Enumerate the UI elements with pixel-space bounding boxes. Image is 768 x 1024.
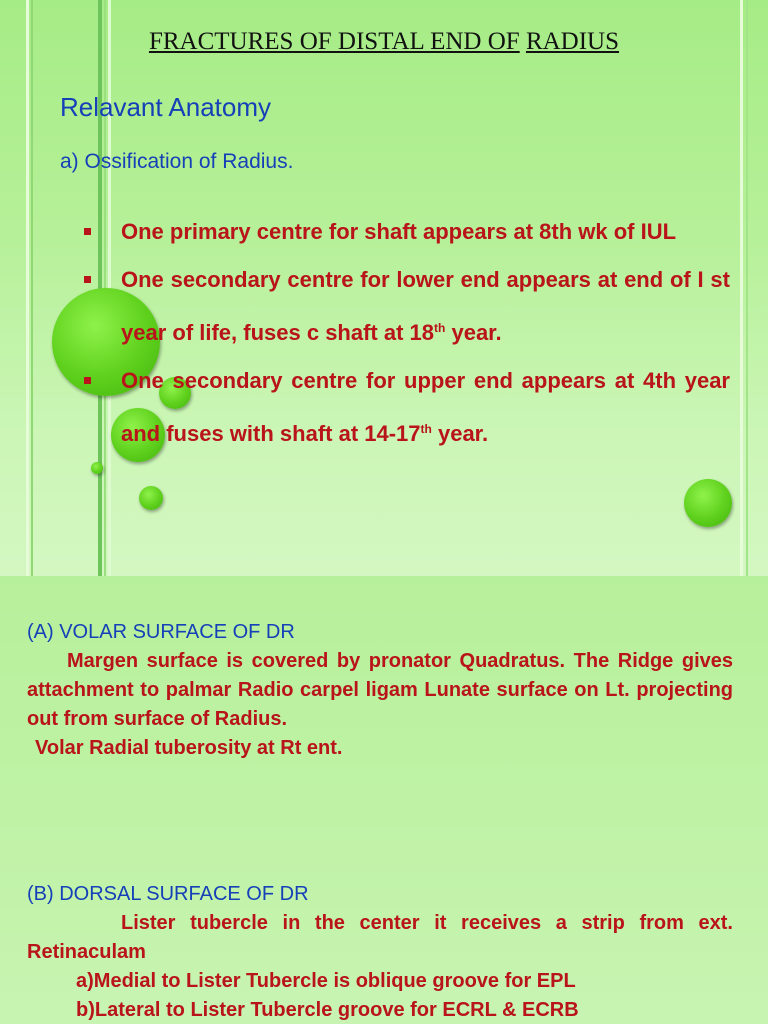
dorsal-body: Lister tubercle in the center it receives a strip from ext. Retinaculam (27, 912, 733, 963)
slide-surfaces (0, 576, 768, 1024)
slide-title (0, 28, 768, 56)
decor-line (31, 0, 33, 576)
dorsal-item-b: b)Lateral to Lister Tubercle groove for ECRL & ECRB (76, 999, 579, 1021)
dorsal-heading: (B) DORSAL SURFACE OF DR (27, 883, 309, 905)
decor-circle (684, 479, 732, 527)
bullet-item (84, 357, 730, 458)
ordinal-suffix: th (434, 321, 446, 335)
section-subtitle: Relavant Anatomy (60, 92, 272, 122)
decor-circle (91, 462, 103, 474)
square-bullet-icon (84, 377, 91, 384)
volar-heading: (A) VOLAR SURFACE OF DR (27, 621, 295, 643)
decor-line (746, 0, 748, 576)
decor-circle (139, 486, 163, 510)
bullet-item (84, 256, 730, 357)
decor-line (740, 0, 743, 576)
bullet-item (84, 208, 730, 256)
volar-last-line: Volar Radial tuberosity at Rt ent. (35, 737, 343, 759)
title-main: FRACTURES OF DISTAL END OF (148, 28, 520, 55)
bullet-text-end: year. (445, 320, 502, 345)
dorsal-item-a: a)Medial to Lister Tubercle is oblique groove for EPL (76, 970, 576, 992)
title-radius: RADIUS (525, 28, 620, 55)
ordinal-suffix: th (420, 422, 432, 436)
decor-line (26, 0, 29, 576)
volar-body: Margen surface is covered by pronator Quadratus. The Ridge gives attachment to palmar Radio carpel ligam Lunate surface on Lt. projecting out from surface of Radius. (27, 650, 733, 730)
bullet-text-end: year. (431, 421, 489, 446)
section-heading: a) Ossification of Radius. (60, 150, 294, 173)
square-bullet-icon (84, 276, 91, 283)
bullet-list (84, 208, 730, 458)
bullet-text: One secondary centre for upper end appears at 4th year and fuses with shaft at 14-17 (121, 368, 730, 446)
square-bullet-icon (84, 228, 91, 235)
bullet-text: One primary centre for shaft appears at 8th wk of IUL (121, 219, 677, 244)
bullet-text: One secondary centre for lower end appears at end of I st year of life, fuses c shaft at 18 (121, 267, 730, 345)
